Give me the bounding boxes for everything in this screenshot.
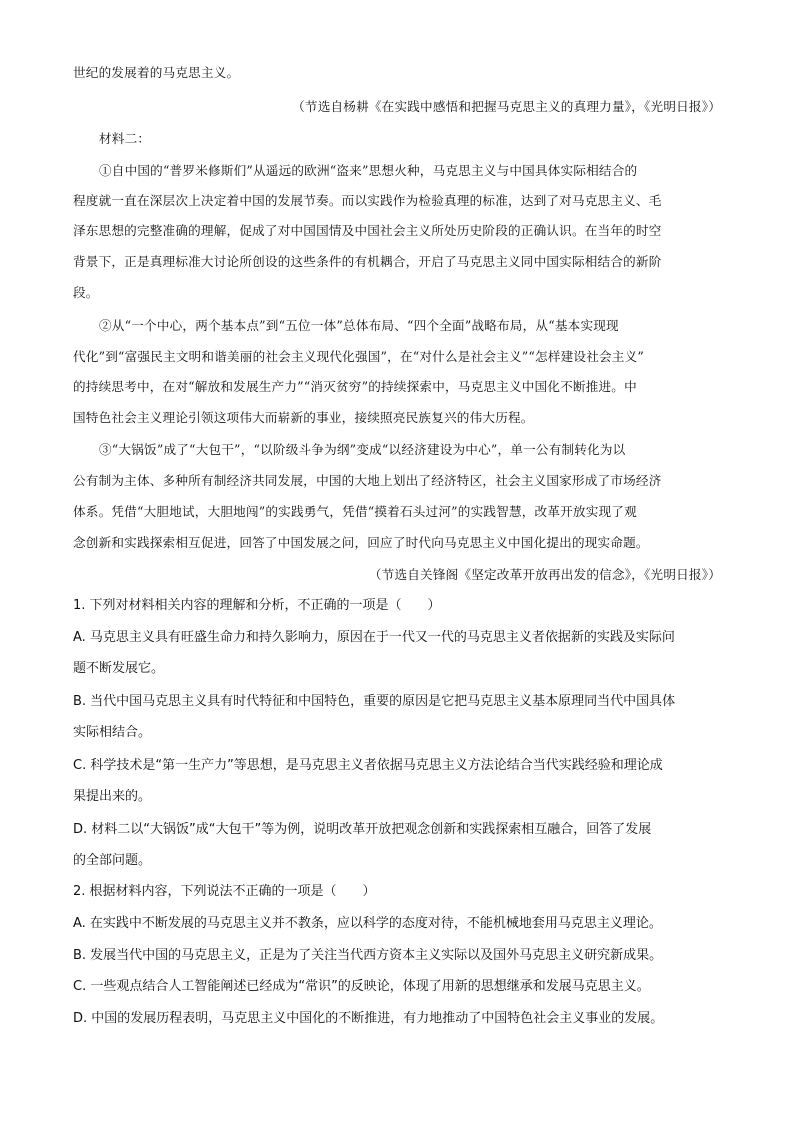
question-2-stem: 2. 根据材料内容，下列说法不正确的一项是（ ） (73, 884, 376, 899)
paragraph-3-line: 体系。凭借“大胆地试，大胆地闯”的实践勇气，凭借“摸着石头过河”的实践智慧，改革开放实现了观 (73, 504, 637, 519)
question-1-option-d: D. 材料二以“大锅饭”成“大包干”等为例，说明改革开放把观念创新和实践探索相互融合，回答了发展 (73, 822, 652, 837)
paragraph-1-line: 段。 (73, 285, 99, 300)
question-2-option-d: D. 中国的发展历程表明，马克思主义中国化的不断推进，有力地推动了中国特色社会主义事业的发展。 (73, 1011, 664, 1026)
paragraph-1-line: 程度就一直在深层次上决定着中国的发展节奏。而以实践作为检验真理的标准，达到了对马克思主义、毛 (73, 193, 662, 208)
passage-line: 世纪的发展着的马克思主义。 (73, 65, 240, 80)
question-1-stem: 1. 下列对材料相关内容的理解和分析，不正确的一项是（ ） (73, 598, 441, 613)
question-1-option-d-cont: 的全部问题。 (73, 853, 152, 868)
question-1-option-c-cont: 果提出来的。 (73, 789, 152, 804)
question-1-option-c: C. 科学技术是“第一生产力”等思想，是马克思主义者依据马克思主义方法论结合当代实践经验和理论成 (73, 758, 663, 773)
paragraph-1-line: 泽东思想的完整准确的理解，促成了对中国国情及中国社会主义所处历史阶段的正确认识。在当年的时空 (73, 223, 662, 238)
paragraph-3-line: ③“大锅饭”成了“大包干”，“以阶级斗争为纲”变成“以经济建设为中心”，单一公有制转化为以 (99, 442, 626, 457)
paragraph-1-line: ①自中国的“普罗米修斯们”从遥远的欧洲“盗来”思想火种，马克思主义与中国具体实际相结合的 (99, 163, 638, 178)
question-2-option-b: B. 发展当代中国的马克思主义，正是为了关注当代西方资本主义实际以及国外马克思主义研究新成果。 (73, 948, 663, 963)
question-1-option-b: B. 当代中国马克思主义具有时代特征和中国特色，重要的原因是它把马克思主义基本原理同当代中国具体 (73, 694, 676, 709)
paragraph-2-line: 代化”到“富强民主文明和谐美丽的社会主义现代化强国”，在“对什么是社会主义”“怎样建设社会主义” (73, 349, 645, 364)
source-citation-2: （节选自关锋阁《坚定改革开放再出发的信念》，《光明日报》） (368, 567, 721, 582)
paragraph-3-line: 念创新和实践探索相互促进，回答了中国发展之问，回应了时代向马克思主义中国化提出的现实命题。 (73, 535, 649, 550)
question-1-option-b-cont: 实际相结合。 (73, 725, 152, 740)
paragraph-1-line: 背景下，正是真理标准大讨论所创设的这些条件的有机耦合，开启了马克思主义同中国实际相结合的新阶 (73, 254, 662, 269)
source-citation-1: （节选自杨耕《在实践中感悟和把握马克思主义的真理力量》，《光明日报》） (292, 99, 721, 114)
paragraph-2-line: 国特色社会主义理论引领这项伟大而崭新的事业，接续照亮民族复兴的伟大历程。 (73, 410, 534, 425)
question-2-option-c: C. 一些观点结合人工智能阐述已经成为“常识”的反映论，体现了用新的思想继承和发展马克思主义。 (73, 979, 650, 994)
paragraph-2-line: 的持续思考中，在对“解放和发展生产力”“消灭贫穷”的持续探索中，马克思主义中国化不断推进。中 (73, 379, 637, 394)
question-2-option-a: A. 在实践中不断发展的马克思主义并不教条，应以科学的态度对待，不能机械地套用马克思主义理论。 (73, 916, 662, 931)
paragraph-3-line: 公有制为主体、多种所有制经济共同发展，中国的大地上划出了经济特区，社会主义国家形成了市场经济 (73, 473, 662, 488)
question-1-option-a: A. 马克思主义具有旺盛生命力和持久影响力，原因在于一代又一代的马克思主义者依据新的实践及实际问 (73, 630, 675, 645)
paragraph-2-line: ②从“一个中心，两个基本点”到“五位一体”总体布局、“四个全面”战略布局，从“基本实现现 (99, 318, 619, 333)
material-2-label: 材料二： (99, 131, 151, 146)
question-1-option-a-cont: 题不断发展它。 (73, 661, 165, 676)
